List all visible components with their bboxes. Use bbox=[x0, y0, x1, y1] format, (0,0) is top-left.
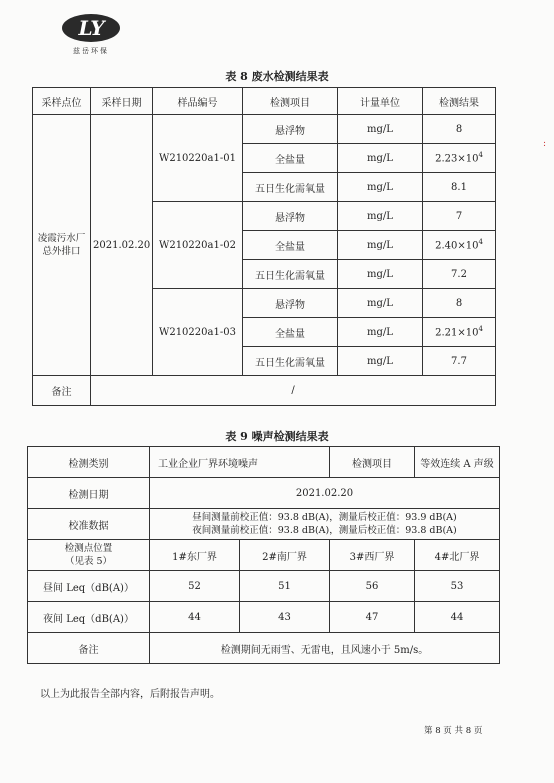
test-item: 悬浮物 bbox=[243, 115, 338, 144]
unit: mg/L bbox=[338, 347, 423, 376]
table-row bbox=[28, 447, 500, 478]
result-value: 7.7 bbox=[451, 355, 467, 367]
calibration-label: 校准数据 bbox=[28, 509, 150, 540]
table-header-row bbox=[33, 88, 496, 115]
remark-row bbox=[33, 376, 496, 406]
table-row bbox=[28, 478, 500, 509]
page-number: 第 8 页 共 8 页 bbox=[424, 726, 483, 736]
test-item: 五日生化需氧量 bbox=[243, 260, 338, 289]
table-row bbox=[28, 540, 500, 571]
sample-id: W210220a1-01 bbox=[153, 115, 243, 202]
point-name: 4#北厂界 bbox=[415, 540, 500, 571]
wastewater-results-table bbox=[32, 87, 496, 406]
test-item: 全盐量 bbox=[243, 318, 338, 347]
result-exponent: 4 bbox=[478, 151, 483, 160]
result-value: 7.2 bbox=[451, 268, 467, 280]
result bbox=[423, 173, 496, 202]
result-value: 2.40×10 bbox=[435, 240, 479, 252]
point-name: 2#南厂界 bbox=[240, 540, 330, 571]
test-item: 全盐量 bbox=[243, 144, 338, 173]
point-name: 1#东厂界 bbox=[150, 540, 240, 571]
result bbox=[423, 144, 496, 173]
remark-value: 检测期间无雨雪、无雷电，且风速小于 5m/s。 bbox=[150, 633, 500, 664]
header-cell: 样品编号 bbox=[153, 88, 243, 115]
date-value: 2021.02.20 bbox=[150, 478, 500, 509]
remark-value: / bbox=[91, 376, 496, 406]
unit: mg/L bbox=[338, 202, 423, 231]
table-row bbox=[28, 602, 500, 633]
sampling-location: 凌霞污水厂总外排口 bbox=[33, 115, 91, 376]
points-label-line1: 检测点位置 bbox=[64, 543, 113, 554]
unit: mg/L bbox=[338, 318, 423, 347]
day-leq-value: 52 bbox=[150, 571, 240, 602]
company-logo bbox=[62, 14, 120, 58]
table8-title: 表 8 废水检测结果表 bbox=[225, 70, 329, 83]
unit: mg/L bbox=[338, 289, 423, 318]
unit: mg/L bbox=[338, 115, 423, 144]
logo-mark: LY bbox=[62, 14, 120, 42]
remark-row bbox=[28, 633, 500, 664]
table-row bbox=[33, 115, 496, 144]
unit: mg/L bbox=[338, 260, 423, 289]
side-mark: : bbox=[543, 139, 547, 149]
result bbox=[423, 347, 496, 376]
result bbox=[423, 202, 496, 231]
sample-id: W210220a1-03 bbox=[153, 289, 243, 376]
night-leq-value: 43 bbox=[240, 602, 330, 633]
category-label: 检测类别 bbox=[28, 447, 150, 478]
night-leq-label: 夜间 Leq（dB(A)） bbox=[28, 602, 150, 633]
result bbox=[423, 231, 496, 260]
category-value: 工业企业厂界环境噪声 bbox=[150, 447, 330, 478]
report-end-note: 以上为此报告全部内容，后附报告声明。 bbox=[40, 689, 220, 700]
result bbox=[423, 260, 496, 289]
result-value: 8.1 bbox=[451, 181, 467, 193]
day-leq-value: 51 bbox=[240, 571, 330, 602]
table-row bbox=[28, 571, 500, 602]
unit: mg/L bbox=[338, 144, 423, 173]
result-value: 2.23×10 bbox=[435, 153, 479, 165]
result-value: 2.21×10 bbox=[435, 327, 479, 339]
result-value: 8 bbox=[455, 297, 463, 309]
calibration-night: 夜间测量前校正值：93.8 dB(A)，测量后校正值：93.8 dB(A) bbox=[192, 525, 457, 536]
item-value: 等效连续 A 声级 bbox=[415, 447, 500, 478]
test-item: 全盐量 bbox=[243, 231, 338, 260]
noise-results-table bbox=[27, 446, 500, 664]
header-cell: 采样日期 bbox=[91, 88, 153, 115]
date-label: 检测日期 bbox=[28, 478, 150, 509]
header-cell: 检测项目 bbox=[243, 88, 338, 115]
sample-id: W210220a1-02 bbox=[153, 202, 243, 289]
sampling-date: 2021.02.20 bbox=[91, 115, 153, 376]
test-item: 五日生化需氧量 bbox=[243, 347, 338, 376]
calibration-day: 昼间测量前校正值：93.8 dB(A)，测量后校正值：93.9 dB(A) bbox=[192, 512, 457, 523]
unit: mg/L bbox=[338, 173, 423, 202]
test-item: 五日生化需氧量 bbox=[243, 173, 338, 202]
header-cell: 检测结果 bbox=[423, 88, 496, 115]
night-leq-value: 44 bbox=[415, 602, 500, 633]
test-item: 悬浮物 bbox=[243, 202, 338, 231]
night-leq-value: 44 bbox=[150, 602, 240, 633]
unit: mg/L bbox=[338, 231, 423, 260]
result-value: 8 bbox=[455, 123, 463, 135]
result-exponent: 4 bbox=[478, 325, 483, 334]
header-cell: 采样点位 bbox=[33, 88, 91, 115]
test-item: 悬浮物 bbox=[243, 289, 338, 318]
day-leq-label: 昼间 Leq（dB(A)） bbox=[28, 571, 150, 602]
result-value: 7 bbox=[455, 210, 463, 222]
day-leq-value: 53 bbox=[415, 571, 500, 602]
calibration-data bbox=[150, 509, 500, 540]
day-leq-value: 56 bbox=[330, 571, 415, 602]
remark-label: 备注 bbox=[33, 376, 91, 406]
point-name: 3#西厂界 bbox=[330, 540, 415, 571]
header-cell: 计量单位 bbox=[338, 88, 423, 115]
table9-title: 表 9 噪声检测结果表 bbox=[225, 430, 329, 443]
remark-label: 备注 bbox=[28, 633, 150, 664]
points-label-line2: （见表 5） bbox=[64, 556, 113, 567]
result bbox=[423, 318, 496, 347]
night-leq-value: 47 bbox=[330, 602, 415, 633]
result bbox=[423, 289, 496, 318]
points-label bbox=[28, 540, 150, 571]
result bbox=[423, 115, 496, 144]
result-exponent: 4 bbox=[478, 238, 483, 247]
table-row bbox=[28, 509, 500, 540]
item-label: 检测项目 bbox=[330, 447, 415, 478]
logo-text: 兹岳环保 bbox=[73, 47, 109, 55]
